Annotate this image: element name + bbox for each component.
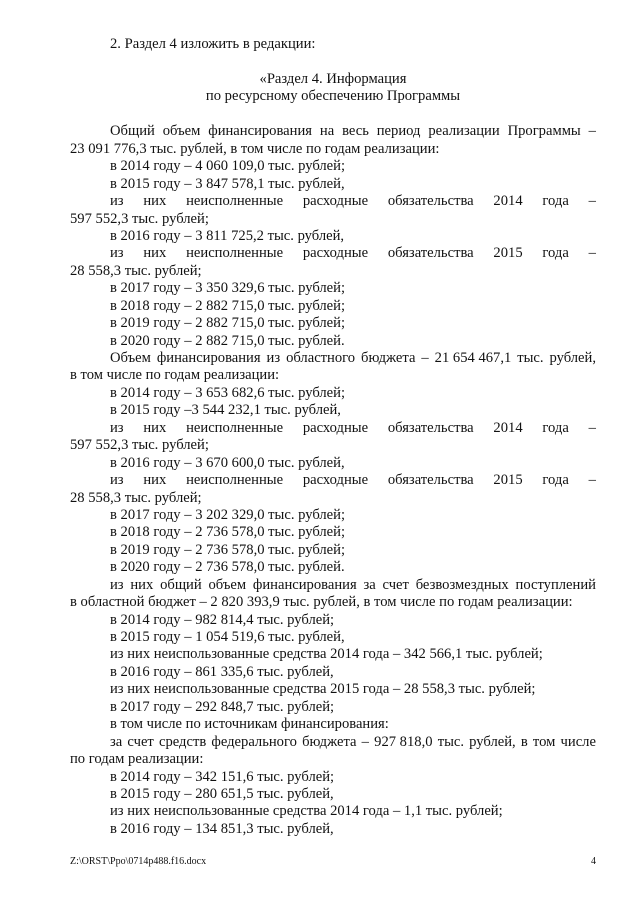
text-line: из них неиспользованные средства 2014 года – 342 566,1 тыс. рублей; (110, 646, 543, 663)
text-line: 597 552,3 тыс. рублей; (70, 437, 209, 454)
word: бюджета (302, 733, 357, 750)
text-line: в 2020 году – 2 736 578,0 тыс. рублей. (110, 559, 345, 576)
text-line: в 2016 году – 861 335,6 тыс. рублей, (110, 663, 334, 680)
word: за (110, 733, 123, 750)
word: весь (342, 123, 369, 140)
text-line: в областной бюджет – 2 820 393,9 тыс. рублей, в том числе по годам реализации: (70, 594, 573, 611)
word: финансирования (252, 576, 357, 593)
word: тыс. (437, 733, 464, 750)
text-line: в 2014 году – 342 151,6 тыс. рублей; (110, 768, 335, 785)
word: расходные (302, 193, 369, 210)
text-line (70, 123, 596, 140)
text-line: из них неиспользованные средства 2015 года – 28 558,3 тыс. рублей; (110, 681, 536, 698)
text-line (70, 577, 596, 594)
word: объем (162, 123, 201, 140)
word: – (421, 350, 429, 366)
text-line: в 2015 году – 280 651,5 тыс. рублей, (110, 785, 334, 802)
document-body (70, 36, 596, 838)
word: финансирования (208, 123, 312, 140)
text-line: в 2016 году – 3 670 600,0 тыс. рублей, (110, 454, 345, 471)
word: 21 654 467,1 (434, 350, 512, 366)
text-line: по годам реализации: (70, 751, 204, 768)
word: бюджета (361, 350, 416, 366)
page-number: 4 (591, 856, 596, 867)
text-line: 597 552,3 тыс. рублей; (70, 210, 209, 227)
word: тыс. (517, 350, 544, 366)
word: из (110, 576, 124, 593)
text-line: в 2014 году – 4 060 109,0 тыс. рублей; (110, 158, 346, 175)
text-line: 28 558,3 тыс. рублей; (70, 489, 202, 506)
word: из (110, 472, 124, 489)
word: расходные (302, 472, 369, 489)
word: общий (160, 576, 202, 593)
text-line: в том числе по годам реализации: (70, 367, 280, 384)
word: неисполненные (186, 419, 284, 436)
word: 2014 (493, 419, 523, 436)
word: Общий (110, 123, 155, 140)
word: на (319, 123, 335, 140)
text-line: в 2015 году –3 544 232,1 тыс. рублей, (110, 402, 341, 419)
word: счет (382, 576, 409, 593)
text-line: в 2020 году – 2 882 715,0 тыс. рублей. (110, 332, 345, 349)
word: средств (158, 733, 207, 750)
word: Объем (110, 350, 151, 366)
word: расходные (302, 245, 369, 262)
word: из (110, 193, 124, 210)
word: года (542, 419, 569, 436)
text-line (70, 350, 596, 367)
word: финансирования (156, 350, 261, 366)
text-line: 23 091 776,3 тыс. рублей, в том числе по годам реализации: (70, 140, 440, 157)
word: – (588, 123, 596, 140)
word: – (361, 733, 369, 750)
section-title-line-1: «Раздел 4. Информация (259, 70, 407, 87)
text-line: в 2018 году – 2 882 715,0 тыс. рублей; (110, 297, 346, 314)
text-line: в 2016 году – 3 811 725,2 тыс. рублей, (110, 227, 345, 244)
text-line: в 2014 году – 982 814,4 тыс. рублей; (110, 611, 335, 628)
word: обязательства (387, 472, 474, 489)
word: них (143, 472, 167, 489)
text-line: из них неиспользованные средства 2014 года – 1,1 тыс. рублей; (110, 803, 503, 820)
file-path: Z:\ORST\Ppo\0714p488.f16.docx (70, 856, 207, 867)
text-line: 28 558,3 тыс. рублей; (70, 262, 202, 279)
word: неисполненные (186, 193, 284, 210)
word: из (266, 350, 281, 366)
text-line: в 2019 году – 2 882 715,0 тыс. рублей; (110, 315, 346, 332)
text-line: в 2014 году – 3 653 682,6 тыс. рублей; (110, 384, 346, 401)
text-line: в 2019 году – 2 736 578,0 тыс. рублей; (110, 541, 346, 558)
section-title-line-2: по ресурсному обеспечению Программы (205, 88, 461, 105)
text-line: в 2015 году – 3 847 578,1 тыс. рублей, (110, 175, 345, 192)
word: 927 818,0 (374, 733, 433, 750)
word: – (588, 245, 596, 262)
word: объем (208, 576, 247, 593)
word: счет (127, 733, 154, 750)
text-line: в том числе по источникам финансирования: (110, 716, 389, 733)
word: года (542, 245, 569, 262)
word: 2014 (493, 193, 523, 210)
word: Программы (507, 123, 581, 140)
text-line (70, 734, 596, 751)
word: них (143, 245, 167, 262)
instruction-line: 2. Раздел 4 изложить в редакции: (110, 36, 316, 52)
word: 2015 (493, 472, 523, 489)
word: них (143, 193, 167, 210)
text-line (70, 420, 596, 437)
word: года (542, 472, 569, 489)
word: обязательства (387, 193, 474, 210)
word: обязательства (387, 419, 474, 436)
word: них (143, 419, 167, 436)
text-line (70, 472, 596, 489)
word: в (520, 733, 528, 750)
word: безвозмездных (415, 576, 509, 593)
word: за (363, 576, 376, 593)
text-line: в 2018 году – 2 736 578,0 тыс. рублей; (110, 524, 346, 541)
word: 2015 (493, 245, 523, 262)
word: обязательства (387, 245, 474, 262)
word: областного (286, 350, 356, 366)
text-line (70, 245, 596, 262)
word: том (532, 733, 556, 750)
word: из (110, 419, 124, 436)
text-line (70, 193, 596, 210)
text-line: в 2015 году – 1 054 519,6 тыс. рублей, (110, 629, 345, 645)
text-line: в 2017 году – 3 350 329,6 тыс. рублей; (110, 280, 346, 297)
word: из (110, 245, 124, 262)
word: период (376, 123, 421, 140)
word: федерального (211, 733, 297, 750)
word: рублей, (469, 733, 516, 750)
text-line: в 2017 году – 292 848,7 тыс. рублей; (110, 698, 335, 715)
word: неисполненные (186, 245, 284, 262)
word: рублей, (549, 350, 596, 366)
word: реализации (428, 123, 500, 140)
word: неисполненные (186, 472, 284, 489)
word: – (588, 472, 596, 489)
word: поступлений (515, 576, 596, 593)
word: расходные (302, 419, 369, 436)
word: них (130, 576, 154, 593)
word: – (588, 193, 596, 210)
word: числе (560, 733, 596, 750)
text-line: в 2016 году – 134 851,3 тыс. рублей, (110, 820, 334, 837)
word: года (542, 193, 569, 210)
paragraph-lines (70, 123, 596, 838)
word: – (588, 419, 596, 436)
text-line: в 2017 году – 3 202 329,0 тыс. рублей; (110, 506, 346, 523)
